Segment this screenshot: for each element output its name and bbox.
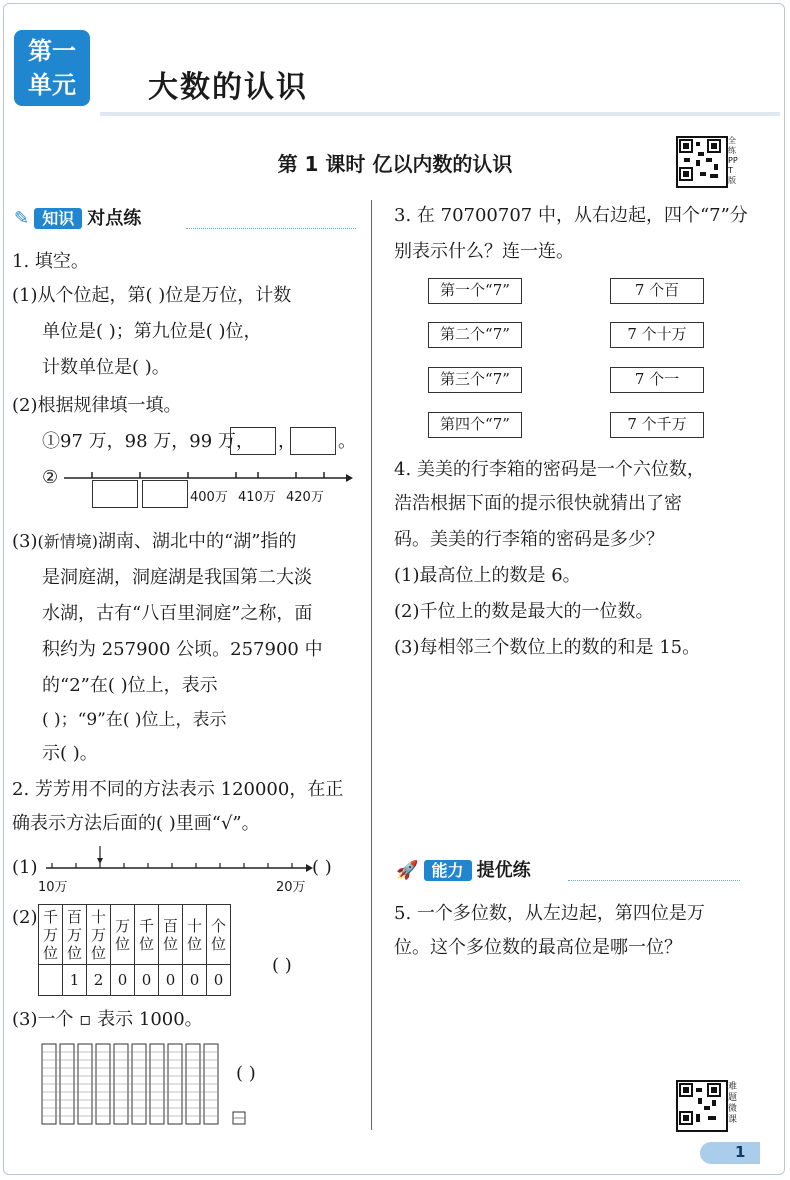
q4-hint2: (2)千位上的数是最大的一位数。: [394, 601, 654, 622]
column-divider: [371, 200, 372, 1130]
answer-box-1[interactable]: [230, 427, 276, 455]
q2-option1-label: (1): [12, 857, 38, 878]
unit-badge-line1: 第一: [28, 37, 76, 65]
q4-hint3: (3)每相邻三个数位上的数的和是 15。: [394, 637, 701, 658]
match-left-3[interactable]: 第三个“7”: [428, 367, 522, 393]
value-cell: 2: [87, 965, 111, 996]
qr-side-text: 全练PPT版: [728, 136, 738, 185]
match-left-4[interactable]: 第四个“7”: [428, 412, 522, 438]
q3-heading-line1: 3. 在 70700707 中，从右边起，四个“7”分: [394, 205, 748, 226]
q3-heading-line2: 别表示什么？连一连。: [394, 241, 574, 262]
answer-box-2[interactable]: [290, 427, 336, 455]
numberline-label-400: 400万: [190, 490, 228, 505]
option3-answer-paren[interactable]: ( ): [236, 1063, 256, 1084]
match-right-3[interactable]: 7 个一: [610, 367, 704, 393]
header-rule: [100, 112, 780, 116]
q1-part3-line5: 的“2”在( )位上，表示: [42, 675, 218, 696]
value-cell: 0: [135, 965, 159, 996]
q1-part3-line3: 水湖，古有“八百里洞庭”之称，面: [42, 603, 313, 624]
section1-tag: 知识: [34, 208, 82, 229]
q5-line2: 位。这个多位数的最高位是哪一位？: [394, 937, 682, 958]
table-row: [39, 965, 231, 996]
table-row: [39, 905, 231, 965]
section1-title: 对点练: [87, 208, 142, 229]
unit-title: 大数的认识: [148, 70, 308, 105]
option2-answer-paren[interactable]: ( ): [272, 955, 292, 976]
q1-part3-line2: 是洞庭湖，洞庭湖是我国第二大淡: [42, 567, 312, 588]
header-wan: 万位: [111, 905, 135, 965]
value-cell: 0: [159, 965, 183, 996]
match-right-1[interactable]: 7 个百: [610, 278, 704, 304]
section1-dotline: [186, 228, 356, 229]
section1-header: [14, 204, 141, 230]
qr-code-top: [676, 136, 728, 188]
q1-heading-text: 1. 填空。: [12, 251, 89, 272]
numberline2-right-label: 20万: [276, 880, 306, 895]
header-ge: 个位: [207, 905, 231, 965]
match-right-2[interactable]: 7 个十万: [610, 322, 704, 348]
qr-pattern-icon: [678, 138, 722, 182]
numberline-box-1[interactable]: [92, 480, 138, 508]
header-qianwan: 千万位: [39, 905, 63, 965]
value-cell: [39, 965, 63, 996]
numberline2-left-label: 10万: [38, 880, 68, 895]
numberline-label-410: 410万: [238, 490, 276, 505]
value-cell: 0: [183, 965, 207, 996]
qr-bottom-text: 难题微课: [728, 1082, 738, 1125]
option1-answer-paren[interactable]: ( ): [312, 857, 332, 878]
header-bai: 百位: [159, 905, 183, 965]
q1-part2-sequence: ①97 万，98 万，99 万，: [42, 431, 254, 452]
place-value-table: [38, 904, 231, 996]
q4-line1: 4. 美美的行李箱的密码是一个六位数，: [394, 459, 705, 480]
sequence-separator: ，: [278, 431, 296, 452]
rocket-icon: 🚀: [396, 860, 419, 881]
q1-part1-line3: 计数单位是( )。: [42, 357, 170, 378]
numberline-box-2[interactable]: [142, 480, 188, 508]
qr-code-bottom: [676, 1080, 728, 1132]
new-context-tag: (新情境): [37, 532, 98, 551]
numberline-label-420: 420万: [286, 490, 324, 505]
q4-line3: 码。美美的行李箱的密码是多少？: [394, 529, 664, 550]
qr-pattern-icon: [678, 1082, 722, 1126]
number-line-2: [44, 846, 314, 876]
pencil-icon: ✎: [14, 208, 30, 229]
q1-part2: (2)根据规律填一填。: [12, 395, 182, 416]
q1-part3-line4: 积约为 257900 公顷。257900 中: [42, 639, 323, 660]
q2-option3-label: (3)一个 ▫ 表示 1000。: [12, 1009, 203, 1030]
value-cell: 0: [207, 965, 231, 996]
match-left-2[interactable]: 第二个“7”: [428, 322, 522, 348]
match-right-4[interactable]: 7 个千万: [610, 412, 704, 438]
section2-dotline: [568, 880, 740, 881]
page-number: 1: [735, 1143, 746, 1161]
q1-part3-line6: ( )；“9”在( )位上，表示: [42, 710, 227, 730]
header-baiwan: 百万位: [63, 905, 87, 965]
thousand-cubes-illustration: [40, 1040, 230, 1130]
page-number-tab: [700, 1142, 760, 1164]
unit-badge-line2: 单元: [28, 71, 76, 99]
section2-header: [396, 856, 531, 882]
value-cell: 1: [63, 965, 87, 996]
header-shiwan: 十万位: [87, 905, 111, 965]
q1-heading: [12, 252, 89, 272]
q1-part1-line2: 单位是( )；第九位是( )位，: [42, 321, 262, 342]
single-cube-icon: [232, 1108, 248, 1126]
unit-badge: [14, 30, 90, 106]
page-frame: [3, 3, 785, 1175]
match-left-1[interactable]: 第一个“7”: [428, 278, 522, 304]
q1-part3-text1: 湖南、湖北中的“湖”指的: [98, 531, 297, 552]
q1-part2-numberline-label: ②: [42, 467, 59, 488]
q2-heading-line2: 确表示方法后面的( )里画“√”。: [12, 813, 260, 834]
lesson-title: 第 1 课时 亿以内数的认识: [277, 152, 513, 176]
q4-hint1: (1)最高位上的数是 6。: [394, 565, 581, 586]
q2-option2-label: (2): [12, 907, 38, 928]
q1-part1-line1: (1)从个位起，第( )位是万位，计数: [12, 285, 292, 306]
value-cell: 0: [111, 965, 135, 996]
q2-heading-line1: 2. 芳芳用不同的方法表示 120000，在正: [12, 779, 344, 800]
q4-line2: 浩浩根据下面的提示很快就猜出了密: [394, 493, 682, 514]
q1-part3-line1: (3)(新情境)湖南、湖北中的“湖”指的: [12, 531, 297, 552]
section2-tag: 能力: [424, 860, 472, 881]
header-shi: 十位: [183, 905, 207, 965]
section2-title: 提优练: [476, 860, 531, 881]
header-qian: 千位: [135, 905, 159, 965]
q1-part3-line7: 示( )。: [42, 743, 98, 764]
sequence-end: 。: [338, 431, 356, 452]
q5-line1: 5. 一个多位数，从左边起，第四位是万: [394, 903, 705, 924]
